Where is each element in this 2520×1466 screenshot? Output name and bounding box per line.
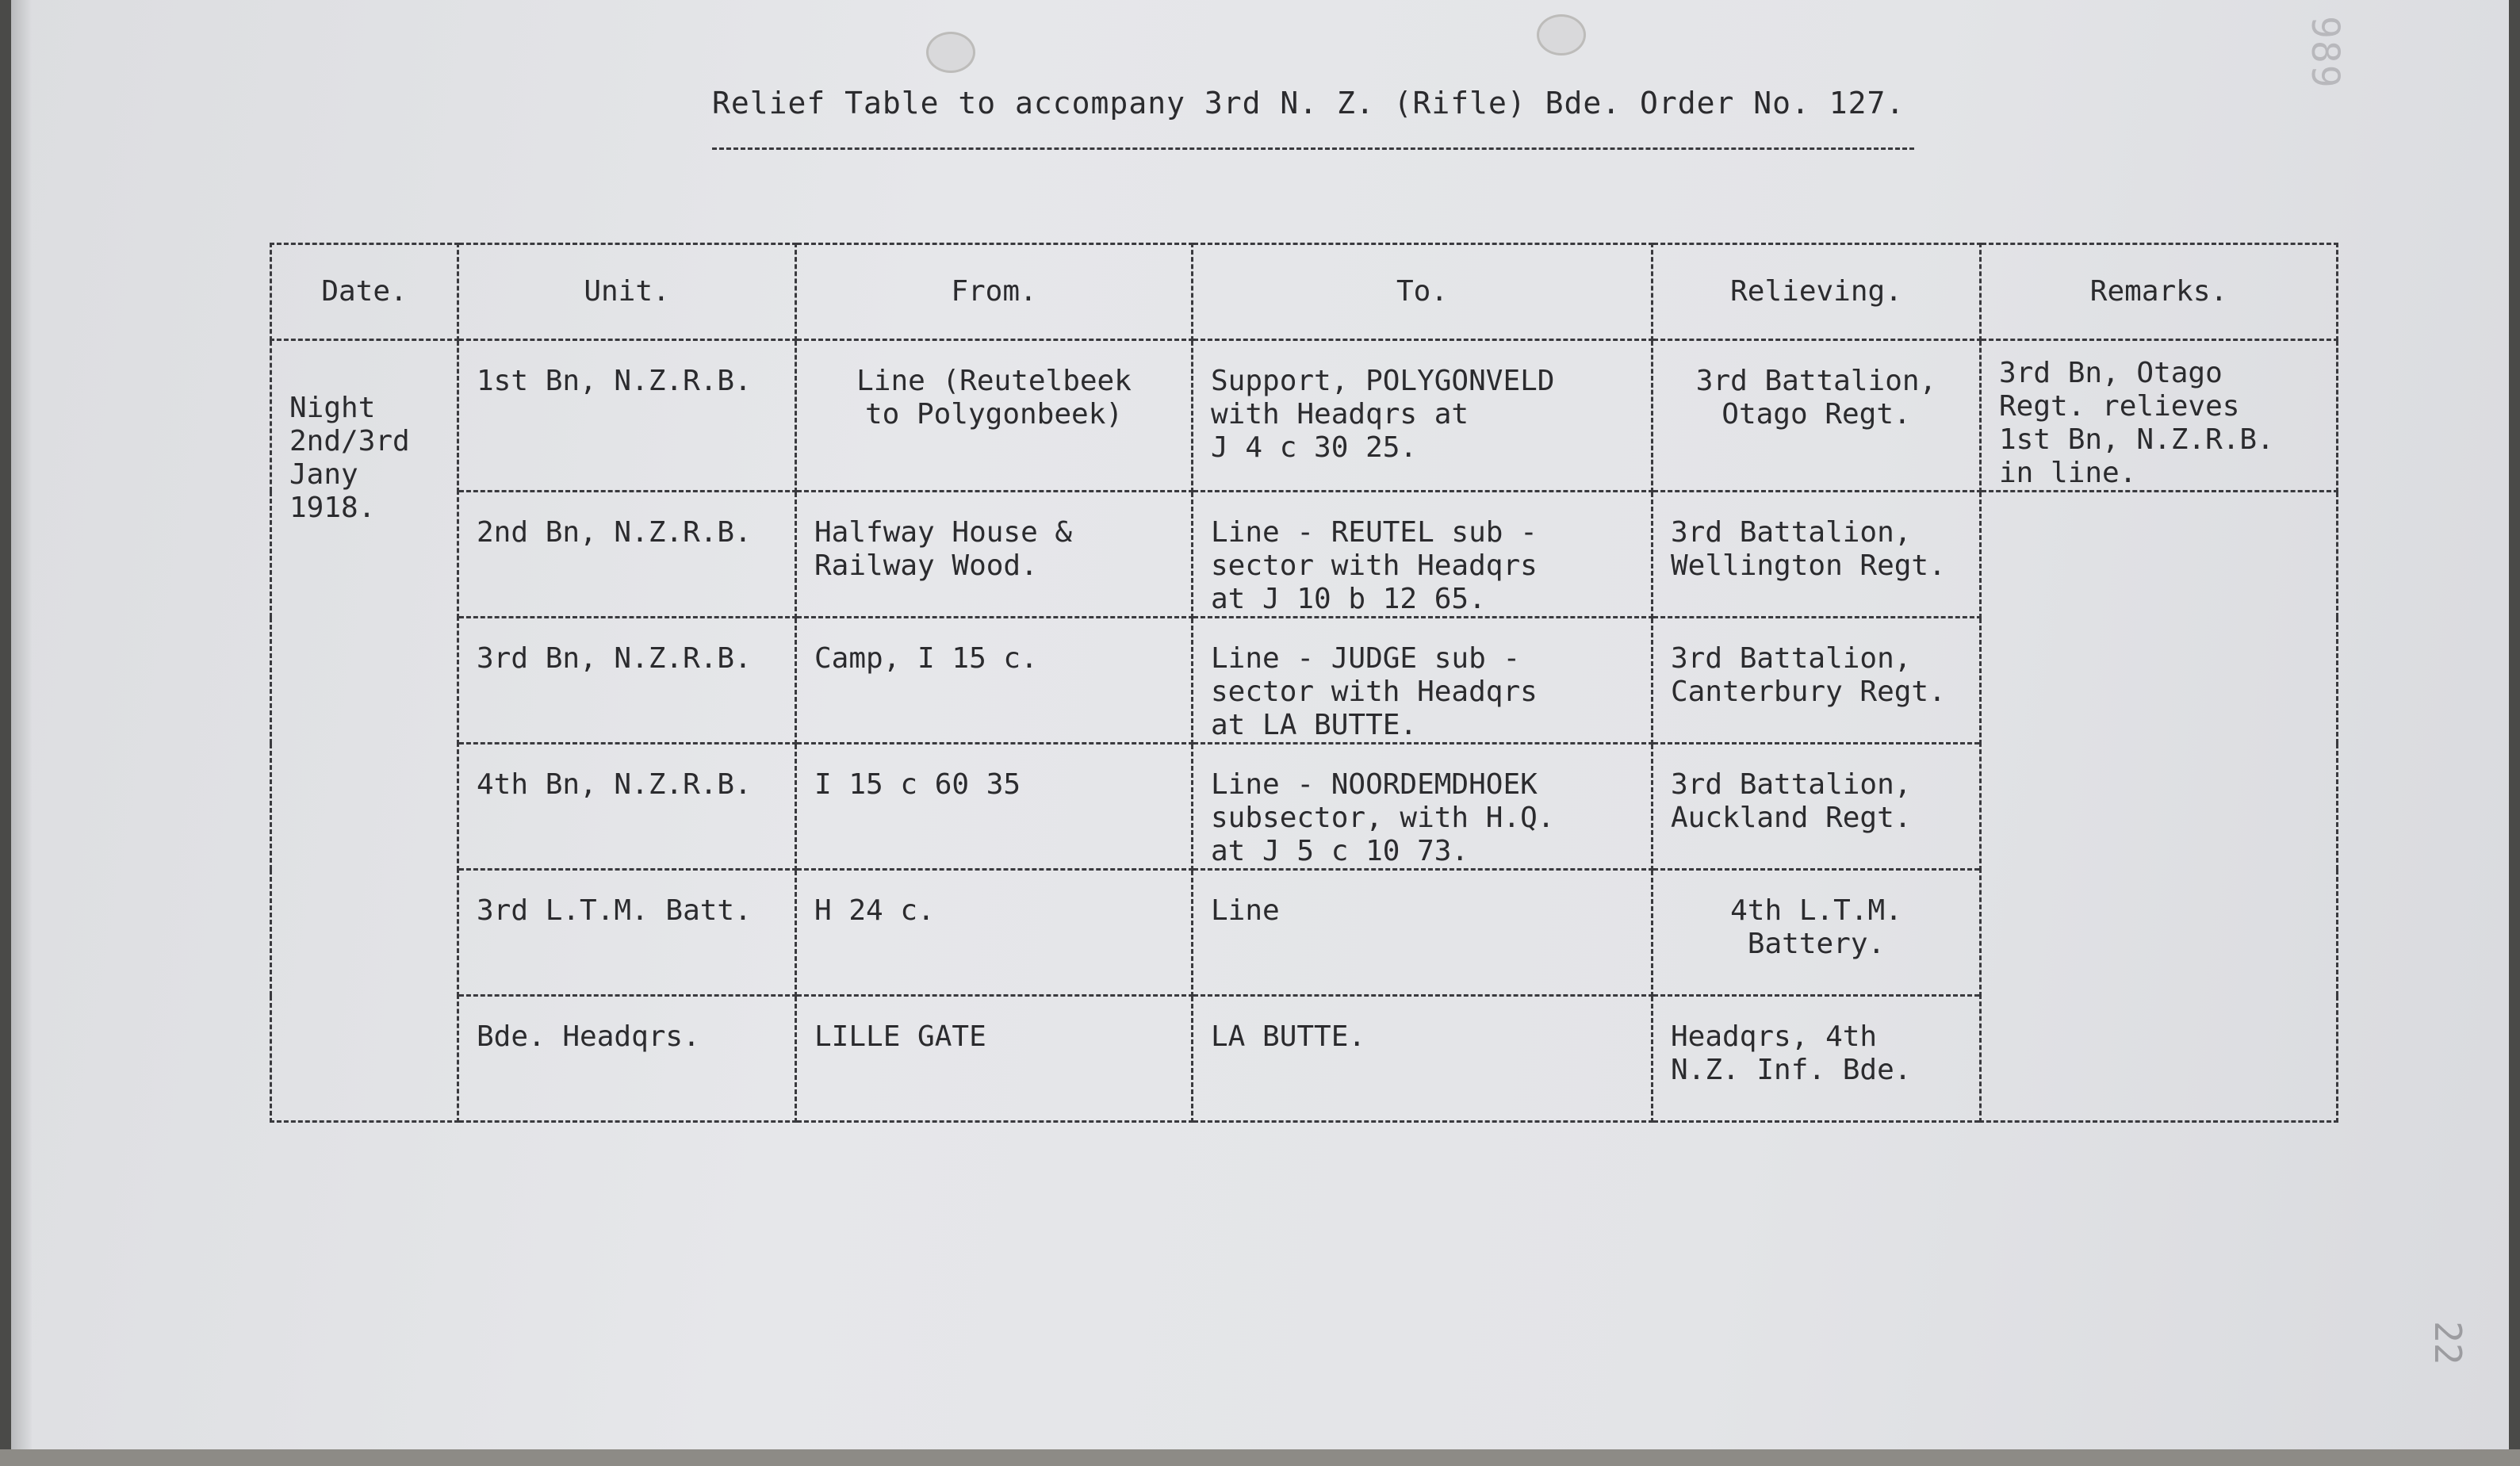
table-header-row xyxy=(271,244,2338,340)
relieving-text: 3rd Battalion, Wellington Regt. xyxy=(1671,516,1946,582)
from-cell xyxy=(796,744,1193,870)
from-cell xyxy=(796,340,1193,492)
unit-cell xyxy=(458,340,796,492)
page-number: 22 xyxy=(2426,1321,2469,1365)
desk-edge xyxy=(0,1449,2520,1466)
header-unit: Unit. xyxy=(458,244,796,340)
to-text: LA BUTTE. xyxy=(1211,1020,1366,1053)
relieving-text: 3rd Battalion, Canterbury Regt. xyxy=(1671,642,1946,708)
unit-cell xyxy=(458,492,796,618)
to-cell xyxy=(1193,340,1653,492)
relieving-cell xyxy=(1653,744,1981,870)
remarks-cell: 3rd Bn, Otago Regt. relieves 1st Bn, N.Z.R.B. in line. xyxy=(1981,340,2338,492)
relieving-text: 3rd Battalion, Auckland Regt. xyxy=(1671,768,1912,834)
remarks-empty-cell xyxy=(1981,492,2338,1122)
from-text: Halfway House & Railway Wood. xyxy=(814,516,1073,582)
from-cell xyxy=(796,618,1193,744)
to-cell xyxy=(1193,996,1653,1122)
from-text: Camp, I 15 c. xyxy=(814,642,1038,675)
unit-cell xyxy=(458,996,796,1122)
relieving-text: 3rd Battalion, Otago Regt. xyxy=(1695,365,1937,431)
header-to: To. xyxy=(1193,244,1653,340)
punch-hole xyxy=(926,32,975,73)
unit-text: 2nd Bn, N.Z.R.B. xyxy=(477,516,752,549)
from-text: I 15 c 60 35 xyxy=(814,768,1021,801)
from-text: H 24 c. xyxy=(814,894,935,927)
relieving-text: 4th L.T.M. Battery. xyxy=(1730,894,1902,960)
to-cell xyxy=(1193,492,1653,618)
unit-text: 1st Bn, N.Z.R.B. xyxy=(477,365,752,397)
unit-cell xyxy=(458,870,796,996)
title-underline xyxy=(712,147,1914,150)
relieving-cell xyxy=(1653,618,1981,744)
page-title: Relief Table to accompany 3rd N. Z. (Rifle) Bde. Order No. 127. xyxy=(712,86,1905,121)
to-cell xyxy=(1193,744,1653,870)
to-cell xyxy=(1193,618,1653,744)
header-from: From. xyxy=(796,244,1193,340)
relieving-cell xyxy=(1653,340,1981,492)
unit-text: 4th Bn, N.Z.R.B. xyxy=(477,768,752,801)
from-text: Line (Reutelbeek to Polygonbeek) xyxy=(856,365,1132,431)
relieving-cell xyxy=(1653,996,1981,1122)
to-cell xyxy=(1193,870,1653,996)
unit-cell xyxy=(458,744,796,870)
relieving-cell xyxy=(1653,870,1981,996)
document-page xyxy=(11,0,2509,1466)
unit-text: Bde. Headqrs. xyxy=(477,1020,700,1053)
to-text: Support, POLYGONVELD with Headqrs at J 4 c 30 25. xyxy=(1211,365,1555,464)
relieving-cell xyxy=(1653,492,1981,618)
to-text: Line - NOORDEMDHOEK subsector, with H.Q. at J 5 c 10 73. xyxy=(1211,768,1555,867)
paper-edge xyxy=(11,0,32,1466)
from-cell xyxy=(796,492,1193,618)
from-cell xyxy=(796,870,1193,996)
header-relieving: Relieving. xyxy=(1653,244,1981,340)
unit-text: 3rd L.T.M. Batt. xyxy=(477,894,752,927)
punch-hole xyxy=(1537,14,1586,56)
unit-text: 3rd Bn, N.Z.R.B. xyxy=(477,642,752,675)
to-text: Line xyxy=(1211,894,1280,927)
table-row xyxy=(271,340,2338,492)
relief-table xyxy=(270,243,2338,1123)
from-text: LILLE GATE xyxy=(814,1020,986,1053)
date-cell: Night 2nd/3rd Jany 1918. xyxy=(271,340,458,1122)
header-date: Date. xyxy=(271,244,458,340)
relieving-text: Headqrs, 4th N.Z. Inf. Bde. xyxy=(1671,1020,1912,1086)
from-cell xyxy=(796,996,1193,1122)
table-row xyxy=(271,492,2338,618)
folio-stamp: 989 xyxy=(2303,16,2347,90)
to-text: Line - REUTEL sub - sector with Headqrs at J 10 b 12 65. xyxy=(1211,516,1538,615)
to-text: Line - JUDGE sub - sector with Headqrs at LA BUTTE. xyxy=(1211,642,1538,741)
unit-cell xyxy=(458,618,796,744)
header-remarks: Remarks. xyxy=(1981,244,2338,340)
